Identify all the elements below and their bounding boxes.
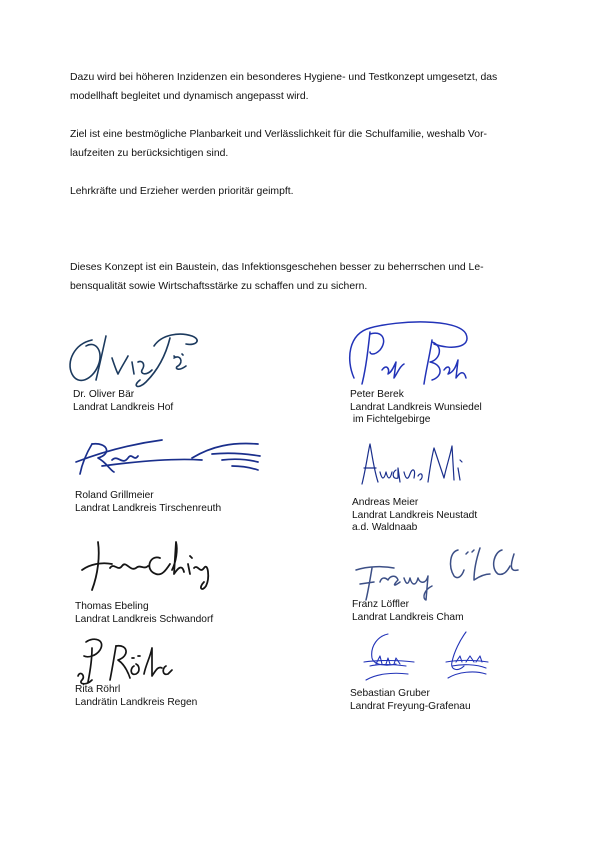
signatory-title: Landrat Landkreis Neustadt [352, 509, 478, 521]
signatory-title: Landrat Landkreis Schwandorf [75, 613, 214, 625]
paragraph-vaccination [70, 182, 528, 201]
signatory-name: Thomas Ebeling [75, 601, 149, 612]
signature-andreas-meier [352, 438, 474, 492]
paragraph-line: Lehrkräfte und Erzieher werden prioritär geimpft. [70, 186, 294, 197]
signature-franz-loeffler [350, 540, 526, 606]
signature-rita-roehrl [72, 630, 182, 688]
signatory-rita-roehrl [75, 684, 197, 709]
signatory-name: Andreas Meier [352, 497, 419, 508]
signatory-franz-loeffler [352, 599, 464, 624]
paragraph-line: Ziel ist eine bestmögliche Planbarkeit und Verlässlichkeit für die Schulfamilie, weshalb Vor- [70, 129, 487, 140]
signatory-name: Rita Röhrl [75, 684, 121, 695]
paragraph-line: bensqualität sowie Wirtschaftsstärke zu schaffen und zu sichern. [70, 281, 368, 292]
signatory-name: Peter Berek [350, 389, 404, 400]
paragraph-line: Dazu wird bei höheren Inzidenzen ein besonderes Hygiene- und Testkonzept umgesetzt, das [70, 72, 498, 83]
signatory-title: Landrat Landkreis Tirschenreuth [75, 502, 222, 514]
paragraph-concept-building-block [70, 258, 528, 296]
paragraph-planning [70, 125, 528, 163]
paragraph-hygiene-concept [70, 68, 528, 106]
signatory-title: Landrat Landkreis Cham [352, 611, 464, 623]
signatory-roland-grillmeier [75, 490, 221, 515]
signatory-thomas-ebeling [75, 601, 213, 626]
paragraph-line: laufzeiten zu berücksichtigen sind. [70, 148, 229, 159]
signatory-title-extra: a.d. Waldnaab [352, 522, 418, 533]
signatory-oliver-baer [73, 389, 173, 414]
signatory-title: Landrätin Landkreis Regen [75, 696, 198, 708]
signatory-title: Landrat Landkreis Wunsiedel [350, 401, 482, 413]
signatory-name: Dr. Oliver Bär [73, 389, 135, 400]
signatory-peter-berek [350, 389, 482, 427]
signatory-title: Landrat Landkreis Hof [73, 401, 174, 413]
signatory-name: Sebastian Gruber [350, 688, 430, 699]
signature-thomas-ebeling [78, 534, 228, 596]
paragraph-line: modellhaft begleitet und dynamisch angepasst wird. [70, 91, 309, 102]
signatory-sebastian-gruber [350, 688, 471, 713]
signatory-title-extra: im Fichtelgebirge [350, 414, 431, 425]
paragraph-line: Dieses Konzept ist ein Baustein, das Infektionsgeschehen besser zu beherrschen und Le- [70, 262, 484, 273]
signature-sebastian-gruber [348, 626, 498, 688]
signatory-title: Landrat Freyung-Grafenau [350, 700, 471, 712]
signatory-andreas-meier [352, 497, 477, 535]
signatory-name: Franz Löffler [352, 599, 410, 610]
signature-peter-berek [340, 320, 480, 392]
signature-roland-grillmeier [72, 432, 264, 478]
signatory-name: Roland Grillmeier [75, 490, 154, 501]
